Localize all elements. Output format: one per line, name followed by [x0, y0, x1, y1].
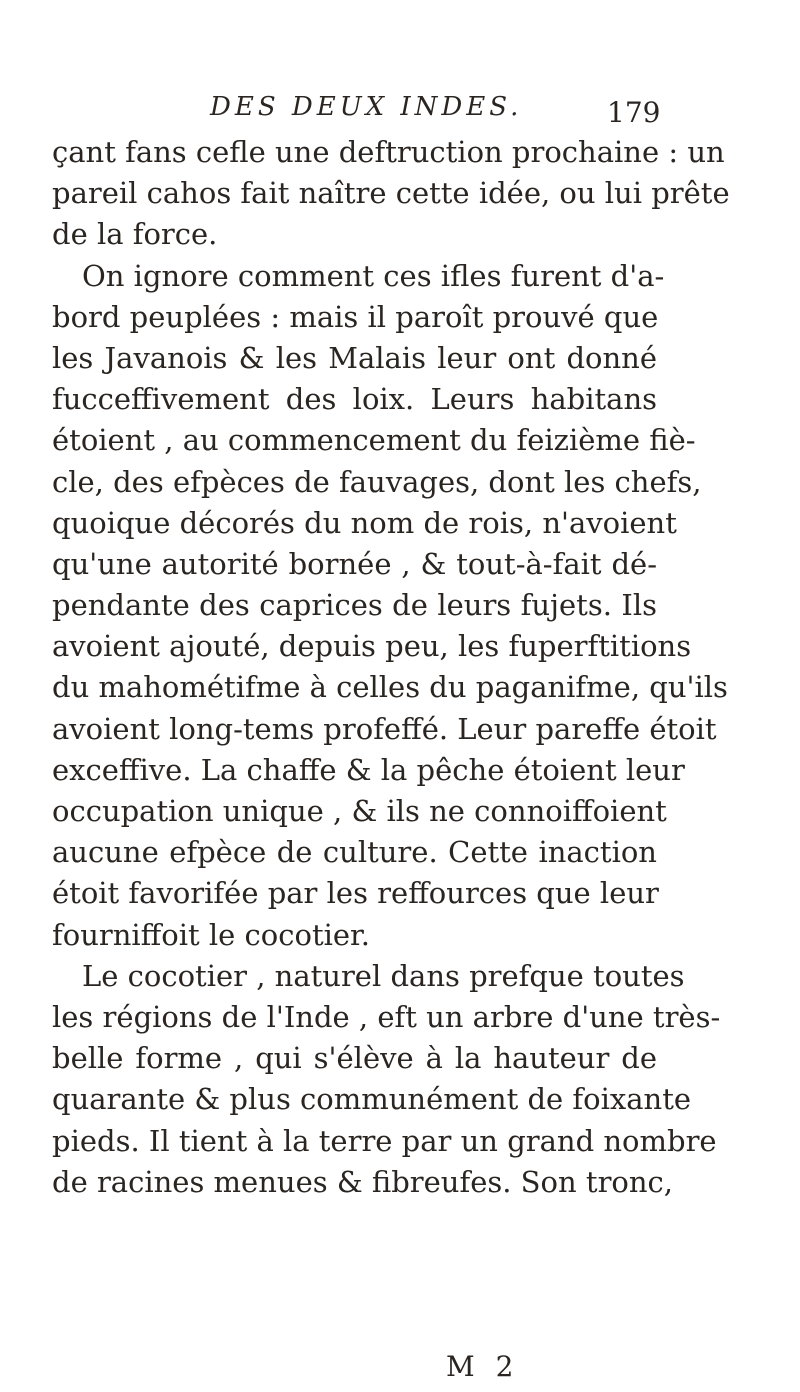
text-line: pareil cahos fait naître cette idée, ou lui prête — [52, 176, 730, 211]
signature-mark: M 2 — [446, 1350, 520, 1383]
text-line: les régions de l'Inde , eft un arbre d'une très- — [52, 999, 721, 1034]
text-line: du mahométifme à celles du paganifme, qu'ils — [52, 670, 728, 705]
text-line: aucune efpèce de culture. Cette inaction — [52, 835, 657, 870]
text-line: bord peuplées : mais il paroît prouvé que — [52, 299, 659, 334]
text-line: étoit favorifée par les reffources que leur — [52, 876, 659, 911]
text-line: çant fans cefle une deftruction prochaine : un — [52, 135, 725, 169]
text-line: avoient ajouté, depuis peu, les fuperftitions — [52, 629, 692, 664]
text-line: fourniffoit le cocotier. — [52, 917, 370, 952]
text-line: pieds. Il tient à la terre par un grand nombre — [52, 1123, 717, 1158]
text-line: cle, des efpèces de fauvages, dont les chefs, — [52, 464, 702, 499]
running-head: DES DEUX INDES. — [210, 92, 523, 122]
text-line: fucceffivement des loix. Leurs habitans — [52, 382, 657, 417]
text-line: Le cocotier , naturel dans prefque toutes — [82, 958, 685, 993]
text-line: belle forme , qui s'élève à la hauteur de — [52, 1041, 657, 1076]
body-text — [52, 132, 730, 1203]
text-line: On ignore comment ces ifles furent d'a- — [82, 258, 665, 293]
text-line: occupation unique , & ils ne connoiffoient — [52, 794, 667, 828]
text-line: qu'une autorité bornée , & tout-à-fait dé- — [52, 546, 657, 581]
text-line: les Javanois & les Malais leur ont donné — [52, 340, 657, 375]
text-line: quoique décorés du nom de rois, n'avoient — [52, 505, 677, 540]
text-line: de la force. — [52, 217, 218, 252]
text-line: étoient , au commencement du feizième fiè- — [52, 423, 696, 458]
text-line: quarante & plus communément de foixante — [52, 1082, 692, 1117]
page-number: 179 — [607, 96, 661, 129]
text-line: de racines menues & fibreufes. Son tronc, — [52, 1164, 674, 1199]
text-line: pendante des caprices de leurs fujets. Ils — [52, 588, 657, 623]
text-line: avoient long-tems profeffé. Leur pareffe étoit — [52, 711, 717, 746]
text-line: exceffive. La chaffe & la pêche étoient leur — [52, 752, 685, 787]
